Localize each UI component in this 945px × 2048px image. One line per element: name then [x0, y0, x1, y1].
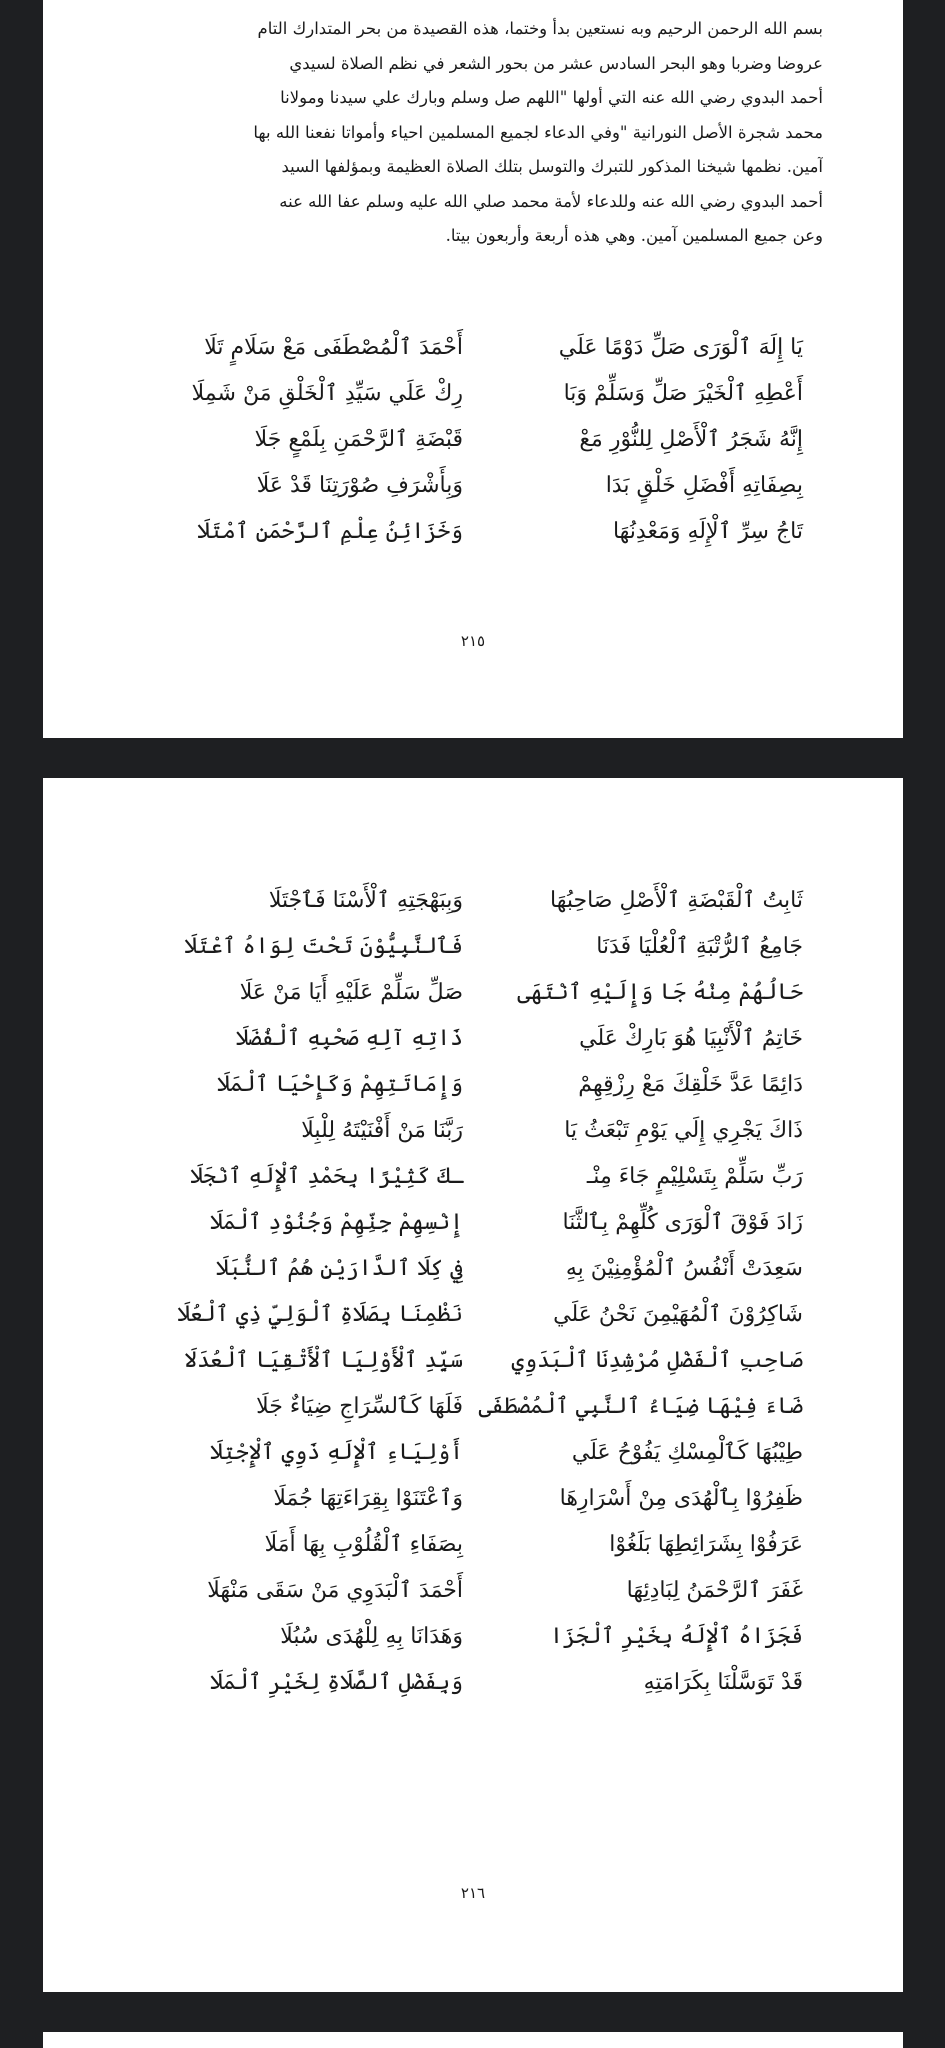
verse-row: [43, 878, 903, 924]
verse-second-hemistich: وَبِبَهْجَتِهِ ٱلْأَسْنَا فَٱجْتَلَا: [268, 888, 463, 913]
intro-line: وعن جميع المسلمين آمين. وهي هذه أربعة وأربعون بيتا.: [445, 226, 823, 245]
verse-first-hemistich: حَالُهُمْ مِنْهُ جَا وَإِلَيْهِ ٱنْتَهَى: [517, 980, 803, 1005]
verse-first-hemistich: عَرَفُوْا بِشَرَائِطِهَا بَلَغُوْا: [609, 1532, 803, 1557]
verse-second-hemistich: أَوْلِيَاءِ ٱلْإِلَهِ ذَوِي ٱلْإِجْتِلَا: [209, 1440, 463, 1465]
book-page-215: [43, 0, 903, 738]
verse-list: [43, 325, 903, 555]
verse-second-hemistich: صَلِّ سَلِّمْ عَلَيْهِ أَيَا مَنْ عَلَا: [239, 980, 463, 1005]
verse-second-hemistich: أَحْمَدَ ٱلْمُصْطَفَى مَعْ سَلَامٍ تَلَا: [204, 335, 463, 360]
verse-second-hemistich: فَٱلنَّبِيُّوْنَ تَحْتَ لِوَاهُ ٱعْتَلَا: [184, 934, 463, 959]
verse-first-hemistich: بِصِفَاتِهِ أَفْضَلِ خَلْقٍ بَدَا: [605, 473, 803, 498]
verse-second-hemistich: سَيِّدِ ٱلْأَوْلِيَا ٱلْأَتْقِيَا ٱلْعُدَلَا: [184, 1348, 463, 1373]
verse-row: [43, 1522, 903, 1568]
book-page-216: [43, 778, 903, 1992]
verse-first-hemistich: فَجَزَاهُ ٱلْإِلَهُ بِخَيْرِ ٱلْجَزَا: [549, 1624, 803, 1649]
verse-row: [43, 970, 903, 1016]
verse-row: [43, 325, 903, 371]
intro-line: أحمد البدوي رضي الله عنه التي أولها "اللهم صل وسلم وبارك علي سيدنا ومولانا: [280, 88, 823, 107]
verse-row: [43, 1476, 903, 1522]
verse-first-hemistich: جَامِعُ ٱلرُّتْبَةِ ٱلْعُلْيَا فَدَنَا: [596, 934, 803, 959]
verse-second-hemistich: إِنْسِهِمْ جِنِّهِمْ وَجُنُوْدِ ٱلْمَلَا: [209, 1210, 463, 1235]
page-number: ٢١٥: [460, 632, 486, 650]
verse-second-hemistich: قَبْضَةِ ٱلرَّحْمَنِ بِلَمْعٍ جَلَا: [254, 427, 463, 452]
verse-row: [43, 1246, 903, 1292]
verse-row: [43, 509, 903, 555]
intro-line: أحمد البدوي رضي الله عنه وللدعاء لأمة محمد صلي الله عليه وسلم عفا الله عنه: [279, 191, 823, 211]
verse-first-hemistich: شَاكِرُوْنَ ٱلْمُهَيْمِنَ نَحْنُ عَلَي: [553, 1302, 803, 1327]
verse-row: [43, 417, 903, 463]
verse-second-hemistich: نَظْمِنَا بِصَلَاةِ ٱلْوَلِيِّ ذِي ٱلْعُلَا: [177, 1302, 463, 1327]
verse-row: [43, 1062, 903, 1108]
verse-second-hemistich: بِصَفَاءِ ٱلْقُلُوْبِ بِهَا أَمَلَا: [264, 1532, 463, 1557]
intro-line: محمد شجرة الأصل النورانية "وفي الدعاء لجميع المسلمين احياء وأمواتا نفعنا الله بها: [253, 122, 823, 142]
verse-row: [43, 1016, 903, 1062]
verse-first-hemistich: أَعْطِهِ ٱلْخَيْرَ صَلِّ وَسَلِّمْ وَبَا: [563, 381, 803, 406]
verse-second-hemistich: فِي كِلَا ٱلدَّارَيْنِ هُمُ ٱلنُّبَلَا: [215, 1256, 463, 1281]
verse-second-hemistich: ذَاتِهِ آلِهِ صَحْبِهِ ٱلْفُضَلَا: [235, 1026, 463, 1051]
verse-row: [43, 1614, 903, 1660]
verse-first-hemistich: إِنَّهُ شَجَرُ ٱلْأَصْلِ لِلنُّوْرِ مَعْ: [579, 427, 803, 452]
verse-first-hemistich: ضَاءَ فِيْهَا ضِيَاءُ ٱلنَّبِي ٱلْمُصْطَفَى: [478, 1394, 803, 1419]
verse-second-hemistich: وَخَزَائِنُ عِلْمِ ٱلرَّحْمَنِ ٱمْتَلَا: [197, 519, 463, 544]
verse-row: [43, 924, 903, 970]
verse-first-hemistich: ثَابِتُ ٱلْقَبْضَةِ ٱلْأَصْلِ صَاحِبُهَا: [549, 888, 803, 913]
verse-second-hemistich: رَبَّنَا مَنْ أَفْنَيْتَهُ لِلْبِلَا: [301, 1118, 463, 1143]
verse-first-hemistich: يَا إِلَهَ ٱلْوَرَى صَلِّ دَوْمًا عَلَي: [558, 335, 803, 360]
verse-first-hemistich: طِيْبُهَا كَٱلْمِسْكِ يَفُوْحُ عَلَي: [571, 1440, 803, 1465]
book-page-next: [43, 2032, 903, 2048]
verse-first-hemistich: غَفَرَ ٱلرَّحْمَنُ لِبَادِئِهَا: [626, 1578, 803, 1603]
verse-first-hemistich: ظَفِرُوْا بِٱلْهُدَى مِنْ أَسْرَارِهَا: [559, 1486, 803, 1511]
intro-line: عروضا وضربا وهو البحر السادس عشر من بحور الشعر في نظم الصلاة لسيدي: [289, 53, 823, 73]
intro-paragraph: [123, 12, 823, 254]
verse-first-hemistich: صَاحِبِ ٱلْفَضْلِ مُرْشِدِنَا ٱلْبَدَوِي: [511, 1348, 803, 1373]
verse-row: [43, 1660, 903, 1706]
verse-first-hemistich: قَدْ تَوَسَّلْنَا بِكَرَامَتِهِ: [643, 1670, 803, 1695]
verse-second-hemistich: وَإِمَاتَتِهِمْ وَكَإِحْيَا ٱلْمَلَا: [216, 1072, 463, 1097]
page-number: ٢١٦: [460, 1884, 486, 1902]
verse-first-hemistich: دَائِمًا عَدَّ خَلْقِكَ مَعْ رِزْقِهِمْ: [578, 1072, 803, 1097]
verse-second-hemistich: وَٱعْتَنَوْا بِقِرَاءَتِهَا جُمَلَا: [273, 1486, 463, 1511]
verse-list: [43, 878, 903, 1706]
verse-row: [43, 1568, 903, 1614]
verse-second-hemistich: ـكَ كَثِيْرًا بِحَمْدِ ٱلْإِلَهِ ٱنْجَلَا: [190, 1164, 463, 1189]
verse-row: [43, 1384, 903, 1430]
verse-first-hemistich: تَاجُ سِرِّ ٱلْإِلَهِ وَمَعْدِنُهَا: [612, 519, 803, 544]
verse-row: [43, 1292, 903, 1338]
verse-second-hemistich: وَبِفَضْلِ ٱلصَّلَاةِ لِخَيْرِ ٱلْمَلَا: [209, 1670, 463, 1695]
verse-second-hemistich: أَحْمَدَ ٱلْبَدَوِي مَنْ سَقَى مَنْهَلَا: [207, 1578, 463, 1603]
verse-first-hemistich: سَعِدَتْ أَنْفُسُ ٱلْمُؤْمِنِيْنَ بِهِ: [565, 1256, 803, 1281]
verse-row: [43, 371, 903, 417]
verse-first-hemistich: خَاتِمُ ٱلْأَنْبِيَا هُوَ بَارِكْ عَلَي: [579, 1026, 803, 1051]
verse-row: [43, 1154, 903, 1200]
verse-second-hemistich: وَهَدَانَا بِهِ لِلْهُدَى سُبُلَا: [280, 1624, 463, 1649]
verse-row: [43, 1430, 903, 1476]
verse-first-hemistich: زَادَ فَوْقَ ٱلْوَرَى كُلِّهِمْ بِٱلثَّنَا: [562, 1210, 803, 1235]
verse-first-hemistich: رَبِّ سَلِّمْ بِتَسْلِيْمٍ جَاءَ مِنْـ: [586, 1164, 803, 1189]
verse-second-hemistich: وَبِأَشْرَفِ صُوْرَتِنَا قَدْ عَلَا: [256, 473, 463, 498]
verse-second-hemistich: فَلَهَا كَٱلسِّرَاجِ ضِيَاءٌ جَلَا: [256, 1394, 463, 1419]
intro-line: بسم الله الرحمن الرحيم وبه نستعين بدأ وختما، هذه القصيدة من بحر المتدارك التام: [257, 19, 823, 38]
verse-row: [43, 1338, 903, 1384]
verse-row: [43, 1108, 903, 1154]
verse-second-hemistich: رِكْ عَلَي سَيِّدِ ٱلْخَلْقِ مَنْ شَمِلَا: [191, 381, 463, 406]
intro-line: آمين. نظمها شيخنا المذكور للتبرك والتوسل بتلك الصلاة العظيمة وبمؤلفها السيد: [281, 157, 823, 176]
verse-row: [43, 463, 903, 509]
verse-first-hemistich: ذَاكَ يَجْرِي إِلَي يَوْمِ تَبْعَثُ يَا: [564, 1118, 803, 1143]
verse-row: [43, 1200, 903, 1246]
